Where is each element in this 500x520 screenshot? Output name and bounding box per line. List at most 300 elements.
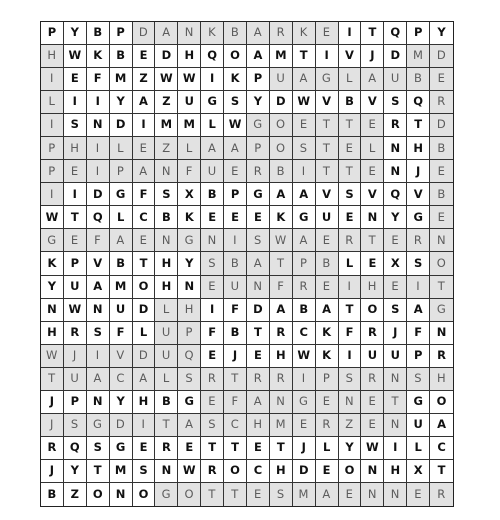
letter-cell[interactable]: J [64, 345, 87, 368]
letter-cell[interactable]: B [87, 22, 110, 45]
letter-cell[interactable]: I [293, 160, 316, 183]
letter-cell[interactable]: M [407, 45, 430, 68]
letter-cell[interactable]: D [384, 45, 407, 68]
letter-cell[interactable]: E [430, 206, 453, 229]
letter-cell[interactable]: T [430, 460, 453, 483]
letter-cell[interactable]: N [384, 414, 407, 437]
letter-cell[interactable]: R [41, 437, 64, 460]
letter-cell[interactable]: G [110, 183, 133, 206]
letter-cell[interactable]: R [155, 437, 178, 460]
letter-cell[interactable]: D [133, 22, 156, 45]
letter-cell[interactable]: E [316, 22, 339, 45]
letter-cell[interactable]: Y [64, 460, 87, 483]
letter-cell[interactable]: N [155, 460, 178, 483]
letter-cell[interactable]: B [270, 160, 293, 183]
letter-cell[interactable]: W [224, 114, 247, 137]
letter-cell[interactable]: W [64, 299, 87, 322]
letter-cell[interactable]: K [316, 322, 339, 345]
letter-cell[interactable]: P [41, 22, 64, 45]
letter-cell[interactable]: P [64, 252, 87, 275]
letter-cell[interactable]: P [247, 137, 270, 160]
letter-cell[interactable]: S [64, 414, 87, 437]
letter-cell[interactable]: P [110, 160, 133, 183]
letter-cell[interactable]: V [87, 252, 110, 275]
letter-cell[interactable]: H [41, 45, 64, 68]
letter-cell[interactable]: E [64, 229, 87, 252]
letter-cell[interactable]: A [293, 183, 316, 206]
letter-cell[interactable]: A [133, 368, 156, 391]
letter-cell[interactable]: X [384, 252, 407, 275]
letter-cell[interactable]: E [316, 460, 339, 483]
letter-cell[interactable]: W [178, 68, 201, 91]
letter-cell[interactable]: O [178, 483, 201, 506]
letter-cell[interactable]: Y [41, 276, 64, 299]
letter-cell[interactable]: H [133, 391, 156, 414]
letter-cell[interactable]: E [133, 45, 156, 68]
letter-cell[interactable]: O [270, 114, 293, 137]
letter-cell[interactable]: I [133, 114, 156, 137]
letter-cell[interactable]: H [155, 252, 178, 275]
letter-cell[interactable]: I [201, 299, 224, 322]
letter-cell[interactable]: A [293, 229, 316, 252]
letter-cell[interactable]: O [361, 299, 384, 322]
letter-cell[interactable]: E [316, 229, 339, 252]
letter-cell[interactable]: E [339, 483, 362, 506]
letter-cell[interactable]: E [247, 437, 270, 460]
letter-cell[interactable]: R [384, 114, 407, 137]
letter-cell[interactable]: S [293, 137, 316, 160]
letter-cell[interactable]: A [87, 276, 110, 299]
letter-cell[interactable]: N [384, 368, 407, 391]
letter-cell[interactable]: K [224, 68, 247, 91]
letter-cell[interactable]: O [133, 276, 156, 299]
letter-cell[interactable]: S [178, 368, 201, 391]
letter-cell[interactable]: A [110, 229, 133, 252]
letter-cell[interactable]: S [224, 91, 247, 114]
letter-cell[interactable]: I [339, 22, 362, 45]
letter-cell[interactable]: I [41, 68, 64, 91]
letter-cell[interactable]: N [270, 391, 293, 414]
letter-cell[interactable]: S [384, 299, 407, 322]
letter-cell[interactable]: B [224, 22, 247, 45]
letter-cell[interactable]: H [178, 45, 201, 68]
letter-cell[interactable]: E [224, 206, 247, 229]
letter-cell[interactable]: Y [339, 437, 362, 460]
letter-cell[interactable]: E [361, 252, 384, 275]
letter-cell[interactable]: S [87, 322, 110, 345]
letter-cell[interactable]: D [430, 45, 453, 68]
letter-cell[interactable]: R [293, 276, 316, 299]
letter-cell[interactable]: F [224, 391, 247, 414]
letter-cell[interactable]: A [247, 22, 270, 45]
letter-cell[interactable]: T [339, 299, 362, 322]
letter-cell[interactable]: B [201, 183, 224, 206]
letter-cell[interactable]: I [87, 160, 110, 183]
letter-cell[interactable]: R [430, 91, 453, 114]
letter-cell[interactable]: K [293, 22, 316, 45]
letter-cell[interactable]: I [87, 137, 110, 160]
letter-cell[interactable]: G [247, 114, 270, 137]
letter-cell[interactable]: A [224, 137, 247, 160]
letter-cell[interactable]: W [41, 206, 64, 229]
letter-cell[interactable]: B [155, 391, 178, 414]
letter-cell[interactable]: N [155, 229, 178, 252]
letter-cell[interactable]: P [178, 322, 201, 345]
letter-cell[interactable]: H [270, 460, 293, 483]
letter-cell[interactable]: S [270, 483, 293, 506]
letter-cell[interactable]: N [178, 276, 201, 299]
letter-cell[interactable]: G [87, 414, 110, 437]
letter-cell[interactable]: C [293, 322, 316, 345]
letter-cell[interactable]: G [178, 391, 201, 414]
letter-cell[interactable]: T [224, 437, 247, 460]
letter-cell[interactable]: U [64, 276, 87, 299]
letter-cell[interactable]: L [110, 206, 133, 229]
letter-cell[interactable]: R [407, 229, 430, 252]
letter-cell[interactable]: E [384, 276, 407, 299]
letter-cell[interactable]: D [87, 183, 110, 206]
letter-cell[interactable]: L [339, 252, 362, 275]
letter-cell[interactable]: T [361, 22, 384, 45]
letter-cell[interactable]: D [110, 414, 133, 437]
letter-cell[interactable]: F [270, 276, 293, 299]
letter-cell[interactable]: D [247, 299, 270, 322]
letter-cell[interactable]: U [270, 68, 293, 91]
letter-cell[interactable]: B [430, 183, 453, 206]
letter-cell[interactable]: H [430, 368, 453, 391]
letter-cell[interactable]: M [155, 114, 178, 137]
letter-cell[interactable]: Q [384, 183, 407, 206]
letter-cell[interactable]: A [87, 368, 110, 391]
letter-cell[interactable]: E [316, 391, 339, 414]
letter-cell[interactable]: O [430, 391, 453, 414]
letter-cell[interactable]: C [430, 437, 453, 460]
letter-cell[interactable]: L [133, 322, 156, 345]
letter-cell[interactable]: R [247, 160, 270, 183]
letter-cell[interactable]: S [247, 229, 270, 252]
letter-cell[interactable]: Z [155, 91, 178, 114]
letter-cell[interactable]: A [247, 45, 270, 68]
letter-cell[interactable]: W [155, 68, 178, 91]
letter-cell[interactable]: D [133, 299, 156, 322]
letter-cell[interactable]: P [41, 137, 64, 160]
letter-cell[interactable]: T [316, 114, 339, 137]
letter-cell[interactable]: R [339, 229, 362, 252]
letter-cell[interactable]: G [407, 206, 430, 229]
letter-cell[interactable]: M [293, 483, 316, 506]
letter-cell[interactable]: S [201, 414, 224, 437]
letter-cell[interactable]: F [224, 299, 247, 322]
letter-cell[interactable]: L [407, 437, 430, 460]
letter-cell[interactable]: P [247, 68, 270, 91]
letter-cell[interactable]: R [247, 368, 270, 391]
letter-cell[interactable]: H [155, 276, 178, 299]
letter-cell[interactable]: T [316, 160, 339, 183]
letter-cell[interactable]: S [339, 183, 362, 206]
letter-cell[interactable]: U [110, 299, 133, 322]
letter-cell[interactable]: E [293, 114, 316, 137]
letter-cell[interactable]: H [270, 345, 293, 368]
letter-cell[interactable]: E [201, 391, 224, 414]
letter-cell[interactable]: F [87, 229, 110, 252]
letter-cell[interactable]: A [155, 22, 178, 45]
letter-cell[interactable]: A [201, 137, 224, 160]
letter-cell[interactable]: U [178, 91, 201, 114]
letter-cell[interactable]: T [155, 414, 178, 437]
letter-cell[interactable]: P [407, 345, 430, 368]
letter-cell[interactable]: N [155, 160, 178, 183]
letter-cell[interactable]: U [361, 345, 384, 368]
letter-cell[interactable]: Q [64, 437, 87, 460]
letter-cell[interactable]: N [110, 483, 133, 506]
letter-cell[interactable]: P [110, 22, 133, 45]
letter-cell[interactable]: C [224, 414, 247, 437]
letter-cell[interactable]: I [201, 68, 224, 91]
letter-cell[interactable]: I [224, 229, 247, 252]
letter-cell[interactable]: R [64, 322, 87, 345]
letter-cell[interactable]: A [133, 91, 156, 114]
letter-cell[interactable]: D [293, 460, 316, 483]
letter-cell[interactable]: W [293, 345, 316, 368]
letter-cell[interactable]: C [110, 368, 133, 391]
letter-cell[interactable]: E [64, 160, 87, 183]
letter-cell[interactable]: I [64, 183, 87, 206]
letter-cell[interactable]: T [384, 391, 407, 414]
letter-cell[interactable]: P [41, 160, 64, 183]
letter-cell[interactable]: K [316, 345, 339, 368]
letter-cell[interactable]: Y [430, 22, 453, 45]
letter-cell[interactable]: U [155, 345, 178, 368]
letter-cell[interactable]: W [41, 345, 64, 368]
letter-cell[interactable]: O [224, 460, 247, 483]
letter-cell[interactable]: R [430, 483, 453, 506]
letter-cell[interactable]: B [224, 252, 247, 275]
letter-cell[interactable]: H [407, 137, 430, 160]
letter-cell[interactable]: N [87, 114, 110, 137]
letter-cell[interactable]: V [361, 91, 384, 114]
letter-cell[interactable]: F [178, 160, 201, 183]
letter-cell[interactable]: S [407, 368, 430, 391]
letter-cell[interactable]: U [64, 368, 87, 391]
letter-cell[interactable]: W [64, 45, 87, 68]
letter-cell[interactable]: T [270, 437, 293, 460]
letter-cell[interactable]: S [155, 183, 178, 206]
letter-cell[interactable]: I [64, 91, 87, 114]
letter-cell[interactable]: F [110, 322, 133, 345]
letter-cell[interactable]: T [201, 437, 224, 460]
letter-cell[interactable]: B [293, 299, 316, 322]
letter-cell[interactable]: Z [133, 68, 156, 91]
letter-cell[interactable]: G [293, 206, 316, 229]
letter-cell[interactable]: R [361, 322, 384, 345]
letter-cell[interactable]: M [110, 460, 133, 483]
letter-cell[interactable]: B [339, 91, 362, 114]
letter-cell[interactable]: D [155, 45, 178, 68]
letter-cell[interactable]: T [224, 483, 247, 506]
letter-cell[interactable]: S [384, 91, 407, 114]
letter-cell[interactable]: N [430, 229, 453, 252]
letter-cell[interactable]: F [407, 322, 430, 345]
letter-cell[interactable]: N [247, 276, 270, 299]
letter-cell[interactable]: P [293, 252, 316, 275]
letter-cell[interactable]: B [316, 252, 339, 275]
letter-cell[interactable]: T [430, 276, 453, 299]
letter-cell[interactable]: V [316, 183, 339, 206]
letter-cell[interactable]: J [361, 45, 384, 68]
letter-cell[interactable]: K [41, 252, 64, 275]
letter-cell[interactable]: N [201, 229, 224, 252]
letter-cell[interactable]: L [316, 437, 339, 460]
letter-cell[interactable]: G [293, 391, 316, 414]
letter-cell[interactable]: N [87, 391, 110, 414]
letter-cell[interactable]: R [361, 368, 384, 391]
letter-cell[interactable]: K [87, 45, 110, 68]
letter-cell[interactable]: W [361, 437, 384, 460]
letter-cell[interactable]: X [178, 183, 201, 206]
letter-cell[interactable]: V [316, 91, 339, 114]
letter-cell[interactable]: I [133, 414, 156, 437]
letter-cell[interactable]: U [224, 276, 247, 299]
letter-cell[interactable]: T [293, 45, 316, 68]
letter-cell[interactable]: B [110, 45, 133, 68]
letter-cell[interactable]: T [64, 206, 87, 229]
letter-cell[interactable]: G [155, 483, 178, 506]
letter-cell[interactable]: H [64, 137, 87, 160]
letter-cell[interactable]: U [201, 160, 224, 183]
letter-cell[interactable]: N [361, 206, 384, 229]
letter-cell[interactable]: T [87, 460, 110, 483]
letter-cell[interactable]: Q [384, 22, 407, 45]
letter-cell[interactable]: P [64, 391, 87, 414]
letter-cell[interactable]: R [430, 345, 453, 368]
letter-cell[interactable]: E [407, 483, 430, 506]
letter-cell[interactable]: L [41, 91, 64, 114]
letter-cell[interactable]: F [133, 183, 156, 206]
letter-cell[interactable]: E [247, 206, 270, 229]
letter-cell[interactable]: N [384, 137, 407, 160]
letter-cell[interactable]: M [270, 414, 293, 437]
letter-cell[interactable]: R [201, 368, 224, 391]
letter-cell[interactable]: T [201, 483, 224, 506]
letter-cell[interactable]: Y [247, 91, 270, 114]
letter-cell[interactable]: K [270, 206, 293, 229]
letter-cell[interactable]: G [201, 91, 224, 114]
letter-cell[interactable]: L [339, 68, 362, 91]
letter-cell[interactable]: Q [178, 345, 201, 368]
letter-cell[interactable]: U [155, 322, 178, 345]
letter-cell[interactable]: T [339, 114, 362, 137]
letter-cell[interactable]: D [110, 114, 133, 137]
letter-cell[interactable]: S [201, 252, 224, 275]
letter-cell[interactable]: I [87, 345, 110, 368]
letter-cell[interactable]: I [384, 437, 407, 460]
letter-cell[interactable]: A [316, 299, 339, 322]
letter-cell[interactable]: Y [178, 252, 201, 275]
letter-cell[interactable]: H [178, 299, 201, 322]
letter-cell[interactable]: A [293, 68, 316, 91]
letter-cell[interactable]: R [201, 460, 224, 483]
letter-cell[interactable]: T [133, 252, 156, 275]
letter-cell[interactable]: N [41, 299, 64, 322]
letter-cell[interactable]: Y [64, 22, 87, 45]
letter-cell[interactable]: I [87, 91, 110, 114]
letter-cell[interactable]: Q [201, 45, 224, 68]
letter-cell[interactable]: F [87, 68, 110, 91]
letter-cell[interactable]: E [133, 229, 156, 252]
letter-cell[interactable]: H [361, 276, 384, 299]
letter-cell[interactable]: A [270, 183, 293, 206]
letter-cell[interactable]: V [110, 345, 133, 368]
letter-cell[interactable]: N [430, 322, 453, 345]
letter-cell[interactable]: A [407, 299, 430, 322]
letter-cell[interactable]: J [41, 414, 64, 437]
letter-cell[interactable]: E [133, 137, 156, 160]
letter-cell[interactable]: Z [64, 483, 87, 506]
letter-cell[interactable]: R [270, 368, 293, 391]
letter-cell[interactable]: S [339, 368, 362, 391]
letter-cell[interactable]: B [155, 206, 178, 229]
letter-cell[interactable]: R [270, 322, 293, 345]
letter-cell[interactable]: M [178, 114, 201, 137]
letter-cell[interactable]: Z [155, 137, 178, 160]
letter-cell[interactable]: N [384, 160, 407, 183]
letter-cell[interactable]: N [87, 299, 110, 322]
letter-cell[interactable]: E [64, 68, 87, 91]
letter-cell[interactable]: M [110, 276, 133, 299]
letter-cell[interactable]: J [41, 391, 64, 414]
letter-cell[interactable]: E [247, 345, 270, 368]
letter-cell[interactable]: E [316, 276, 339, 299]
letter-cell[interactable]: S [133, 460, 156, 483]
letter-cell[interactable]: A [133, 160, 156, 183]
letter-cell[interactable]: U [384, 68, 407, 91]
letter-cell[interactable]: E [201, 206, 224, 229]
letter-cell[interactable]: R [270, 22, 293, 45]
letter-cell[interactable]: E [361, 391, 384, 414]
letter-cell[interactable]: N [339, 391, 362, 414]
letter-cell[interactable]: E [361, 114, 384, 137]
letter-cell[interactable]: G [178, 229, 201, 252]
letter-cell[interactable]: C [247, 460, 270, 483]
letter-cell[interactable]: O [270, 137, 293, 160]
letter-cell[interactable]: A [430, 414, 453, 437]
letter-cell[interactable]: N [361, 460, 384, 483]
letter-cell[interactable]: A [316, 483, 339, 506]
letter-cell[interactable]: F [339, 322, 362, 345]
letter-cell[interactable]: B [224, 322, 247, 345]
letter-cell[interactable]: U [407, 414, 430, 437]
letter-cell[interactable]: I [41, 183, 64, 206]
letter-cell[interactable]: V [361, 183, 384, 206]
letter-cell[interactable]: E [384, 229, 407, 252]
letter-cell[interactable]: H [247, 414, 270, 437]
letter-cell[interactable]: A [247, 252, 270, 275]
letter-cell[interactable]: F [201, 322, 224, 345]
letter-cell[interactable]: L [178, 137, 201, 160]
letter-cell[interactable]: J [41, 460, 64, 483]
letter-cell[interactable]: W [178, 460, 201, 483]
letter-cell[interactable]: G [41, 229, 64, 252]
letter-cell[interactable]: D [430, 114, 453, 137]
letter-cell[interactable]: E [133, 437, 156, 460]
letter-cell[interactable]: E [430, 68, 453, 91]
letter-cell[interactable]: B [430, 137, 453, 160]
letter-cell[interactable]: Y [110, 391, 133, 414]
letter-cell[interactable]: B [110, 252, 133, 275]
letter-cell[interactable]: E [178, 437, 201, 460]
letter-cell[interactable]: I [339, 276, 362, 299]
letter-cell[interactable]: A [361, 68, 384, 91]
